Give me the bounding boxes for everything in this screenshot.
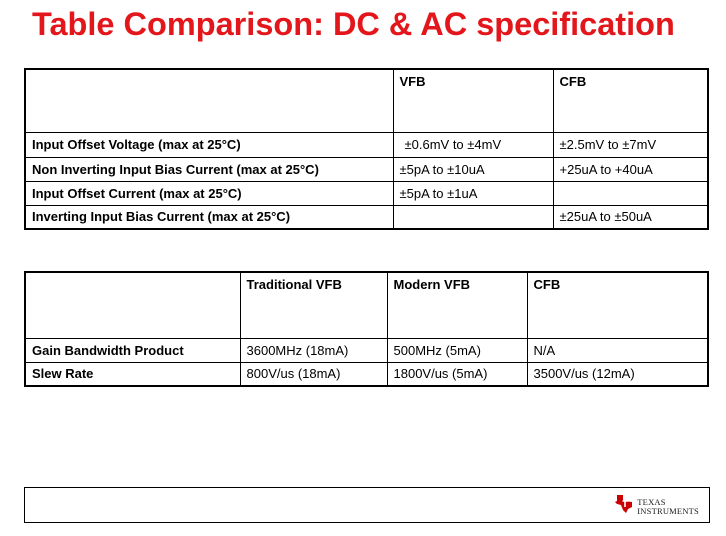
modern-vfb-value: 500MHz (5mA) [387, 338, 527, 362]
vfb-value [393, 205, 553, 229]
traditional-vfb-value: 3600MHz (18mA) [240, 338, 387, 362]
cfb-value: ±2.5mV to ±7mV [553, 132, 708, 157]
table-row [25, 205, 708, 229]
row-label: Slew Rate [25, 362, 240, 386]
row-label: Inverting Input Bias Current (max at 25°C) [25, 205, 393, 229]
cfb-value: N/A [527, 338, 708, 362]
table-header-row [25, 69, 708, 132]
header-cell-empty [25, 69, 393, 132]
logo-wordmark [637, 498, 699, 516]
modern-vfb-value: 1800V/us (5mA) [387, 362, 527, 386]
ac-spec-table [24, 271, 709, 387]
header-cell-modern-vfb: Modern VFB [387, 272, 527, 338]
header-cell-empty [25, 272, 240, 338]
logo-line-texas: TEXAS [637, 496, 666, 507]
dc-spec-table [24, 68, 709, 230]
table-row [25, 362, 708, 386]
table-row [25, 157, 708, 181]
row-label: Input Offset Current (max at 25°C) [25, 181, 393, 205]
traditional-vfb-value: 800V/us (18mA) [240, 362, 387, 386]
vfb-value: ±5pA to ±10uA [393, 157, 553, 181]
cfb-value: 3500V/us (12mA) [527, 362, 708, 386]
footer-bar [24, 487, 710, 523]
vfb-value: ±5pA to ±1uA [393, 181, 553, 205]
texas-instruments-logo [614, 494, 699, 519]
header-cell-vfb: VFB [393, 69, 553, 132]
header-cell-cfb: CFB [527, 272, 708, 338]
texas-state-icon [614, 494, 634, 519]
slide-title: Table Comparison: DC & AC specification [32, 6, 675, 42]
logo-line-instruments: INSTRUMENTS [637, 505, 699, 516]
header-cell-traditional-vfb: Traditional VFB [240, 272, 387, 338]
cfb-value: +25uA to +40uA [553, 157, 708, 181]
table-row [25, 338, 708, 362]
table-row [25, 181, 708, 205]
table-row [25, 132, 708, 157]
cfb-value [553, 181, 708, 205]
vfb-value: ±0.6mV to ±4mV [393, 132, 553, 157]
row-label: Input Offset Voltage (max at 25°C) [25, 132, 393, 157]
row-label: Non Inverting Input Bias Current (max at 25°C) [25, 157, 393, 181]
table-header-row [25, 272, 708, 338]
cfb-value: ±25uA to ±50uA [553, 205, 708, 229]
header-cell-cfb: CFB [553, 69, 708, 132]
row-label: Gain Bandwidth Product [25, 338, 240, 362]
